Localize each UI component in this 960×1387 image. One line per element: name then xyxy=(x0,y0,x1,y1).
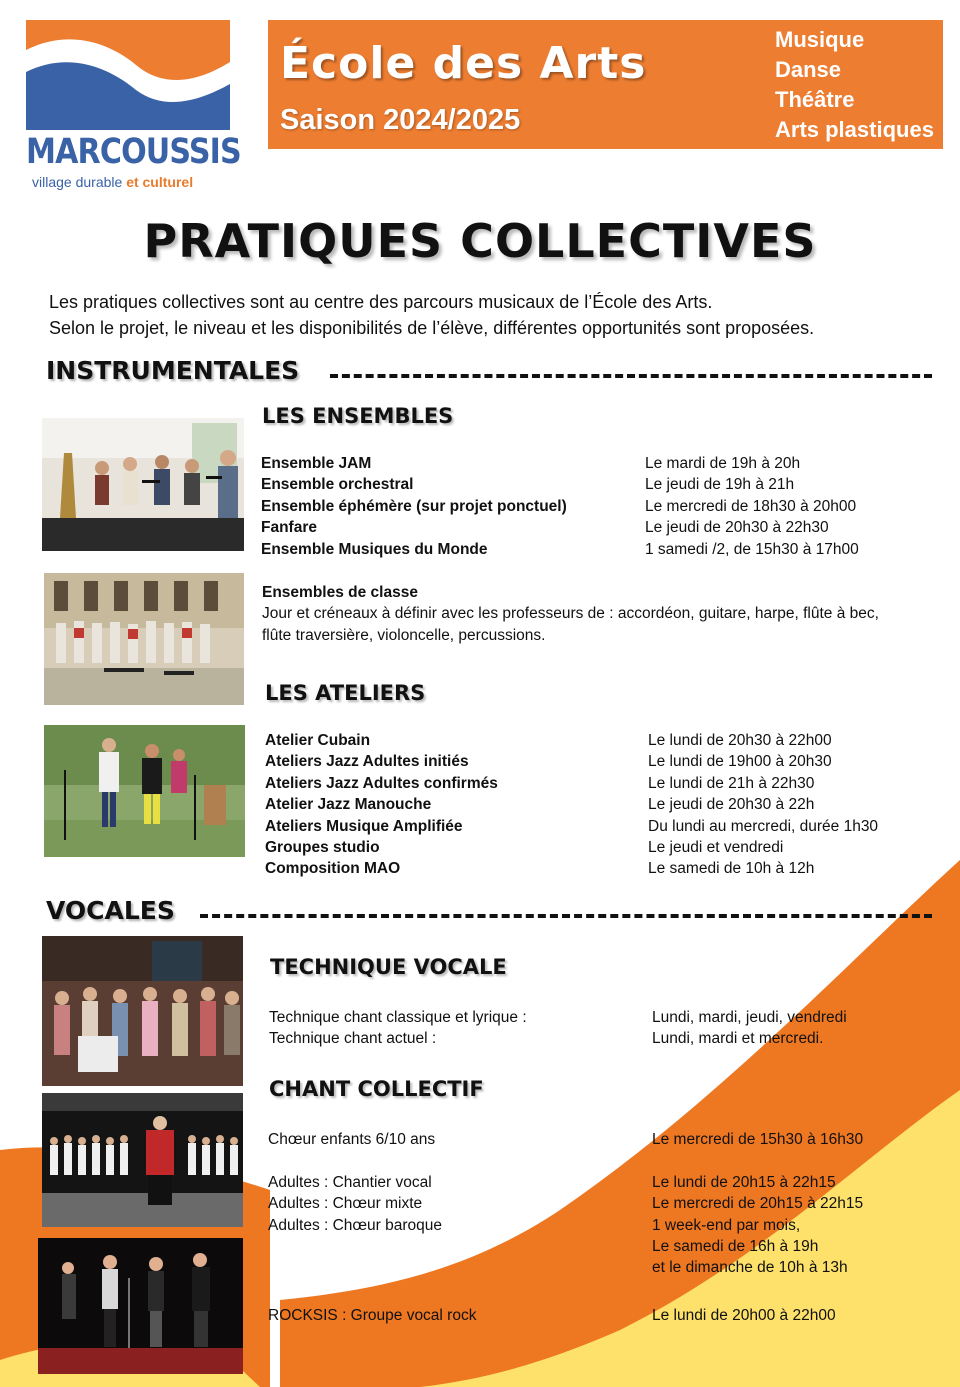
header-title: École des Arts xyxy=(280,38,647,89)
discipline-item: Théâtre xyxy=(775,87,855,112)
table-row xyxy=(261,455,921,476)
chant-name: Adultes : Chantier vocal xyxy=(268,1173,432,1191)
atelier-name: Ateliers Jazz Adultes initiés xyxy=(265,753,469,771)
atelier-time: Le samedi de 10h à 12h xyxy=(648,860,815,878)
marcoussis-logo xyxy=(26,20,241,192)
table-row xyxy=(269,1009,929,1030)
chant-time: Le lundi de 20h15 à 22h15 xyxy=(652,1173,836,1191)
table-row xyxy=(265,775,925,796)
photo-ensembles-classe xyxy=(44,573,244,705)
logo-tagline-part2: et culturel xyxy=(126,174,194,190)
table-row xyxy=(265,860,925,881)
table-row xyxy=(268,1307,928,1328)
chant-schedule xyxy=(268,1131,928,1328)
table-row xyxy=(261,498,921,519)
ensemble-time: 1 samedi /2, de 15h30 à 17h00 xyxy=(645,540,859,558)
atelier-name: Ateliers Musique Amplifiée xyxy=(265,817,463,835)
intro-paragraph xyxy=(49,289,814,341)
atelier-time: Le lundi de 21h à 22h30 xyxy=(648,774,815,792)
ensemble-name: Ensemble orchestral xyxy=(261,476,414,494)
discipline-list xyxy=(775,25,934,145)
table-row xyxy=(261,541,921,562)
table-row xyxy=(265,818,925,839)
atelier-time: Le lundi de 19h00 à 20h30 xyxy=(648,753,832,771)
page-title: PRATIQUES COLLECTIVES xyxy=(143,214,817,268)
chant-time: Le mercredi de 20h15 à 22h15 xyxy=(652,1195,864,1213)
subsection-heading-chant-collectif: CHANT COLLECTIF xyxy=(269,1077,484,1101)
table-row xyxy=(265,839,925,860)
ensembles-classe-title: Ensembles de classe xyxy=(262,584,418,601)
section-divider xyxy=(200,914,932,918)
atelier-time: Le jeudi et vendredi xyxy=(648,838,784,856)
table-row xyxy=(269,1030,929,1051)
logo-name: MARCOUSSIS xyxy=(26,132,241,172)
chant-name: ROCKSIS : Groupe vocal rock xyxy=(268,1306,477,1324)
atelier-name: Groupes studio xyxy=(265,838,380,856)
section-heading-instrumentales: INSTRUMENTALES xyxy=(46,356,300,385)
ensemble-time: Le jeudi de 20h30 à 22h30 xyxy=(645,519,829,537)
table-row xyxy=(265,753,925,774)
technique-time: Lundi, mardi, jeudi, vendredi xyxy=(652,1009,847,1026)
ensemble-time: Le mercredi de 18h30 à 20h00 xyxy=(645,497,857,515)
chant-time: et le dimanche de 10h à 13h xyxy=(652,1259,848,1277)
header-season: Saison 2024/2025 xyxy=(280,104,521,136)
ensemble-name: Ensemble éphémère (sur projet ponctuel) xyxy=(261,497,567,515)
photo-rocksis xyxy=(38,1238,243,1374)
subsection-heading-ateliers: LES ATELIERS xyxy=(265,681,426,705)
photo-chant-collectif xyxy=(42,1093,243,1227)
chant-rocksis-row xyxy=(268,1307,928,1328)
chant-name: Chœur enfants 6/10 ans xyxy=(268,1131,436,1148)
intro-line: Les pratiques collectives sont au centre des parcours musicaux de l’École des Arts. xyxy=(49,292,713,312)
chant-time: 1 week-end par mois, xyxy=(652,1216,801,1234)
logo-tagline xyxy=(32,174,193,190)
discipline-item: Danse xyxy=(775,57,842,82)
discipline-item: Musique xyxy=(775,27,865,52)
atelier-name: Atelier Jazz Manouche xyxy=(265,796,432,814)
atelier-name: Composition MAO xyxy=(265,860,401,878)
table-row xyxy=(265,796,925,817)
ensemble-name: Ensemble Musiques du Monde xyxy=(261,540,488,558)
chant-name: Adultes : Chœur mixte xyxy=(268,1195,423,1213)
ensembles-schedule xyxy=(261,455,921,562)
ensemble-name: Ensemble JAM xyxy=(261,455,372,472)
atelier-time: Du lundi au mercredi, durée 1h30 xyxy=(648,817,879,835)
technique-schedule xyxy=(269,1009,929,1052)
photo-atelier xyxy=(44,725,245,857)
ensemble-time: Le jeudi de 19h à 21h xyxy=(645,476,795,494)
chant-time: Le lundi de 20h00 à 22h00 xyxy=(652,1306,836,1324)
table-row xyxy=(268,1131,928,1152)
technique-name: Technique chant actuel : xyxy=(269,1030,437,1048)
atelier-time: Le lundi de 20h30 à 22h00 xyxy=(648,732,832,749)
discipline-item: Arts plastiques xyxy=(775,117,934,142)
ensembles-classe-text: Jour et créneaux à définir avec les professeurs de : accordéon, guitare, harpe, flûte à bec, xyxy=(262,605,879,623)
chant-time: Le mercredi de 15h30 à 16h30 xyxy=(652,1131,864,1148)
ensemble-time: Le mardi de 19h à 20h xyxy=(645,455,801,472)
photo-technique-vocale xyxy=(42,936,243,1086)
subsection-heading-technique-vocale: TECHNIQUE VOCALE xyxy=(270,955,507,979)
intro-line: Selon le projet, le niveau et les disponibilités de l’élève, différentes opportunités sont proposées. xyxy=(49,318,815,338)
header-banner xyxy=(268,20,943,149)
atelier-name: Ateliers Jazz Adultes confirmés xyxy=(265,774,498,792)
ateliers-schedule xyxy=(265,732,925,882)
ensemble-name: Fanfare xyxy=(261,519,317,537)
chant-name: Adultes : Chœur baroque xyxy=(268,1216,443,1234)
chant-adultes-names xyxy=(268,1174,442,1238)
photo-ensemble-concert xyxy=(42,418,244,551)
table-row xyxy=(261,476,921,497)
ensembles-classe-text: flûte traversière, violoncelle, percussions. xyxy=(262,626,546,644)
chant-adultes-group xyxy=(268,1174,928,1281)
atelier-name: Atelier Cubain xyxy=(265,732,371,749)
ensembles-classe-block xyxy=(262,582,879,646)
technique-name: Technique chant classique et lyrique : xyxy=(269,1009,527,1026)
technique-time: Lundi, mardi et mercredi. xyxy=(652,1030,824,1048)
chant-enfants-row xyxy=(268,1131,928,1152)
table-row xyxy=(265,732,925,753)
chant-adultes-times xyxy=(652,1174,863,1281)
atelier-time: Le jeudi de 20h30 à 22h xyxy=(648,796,815,814)
chant-time: Le samedi de 16h à 19h xyxy=(652,1237,819,1255)
section-heading-vocales: VOCALES xyxy=(46,896,175,925)
section-divider xyxy=(330,374,932,378)
logo-tagline-part1: village durable xyxy=(32,174,123,190)
logo-wave-graphic xyxy=(26,20,230,130)
subsection-heading-ensembles: LES ENSEMBLES xyxy=(262,404,454,428)
table-row xyxy=(261,519,921,540)
